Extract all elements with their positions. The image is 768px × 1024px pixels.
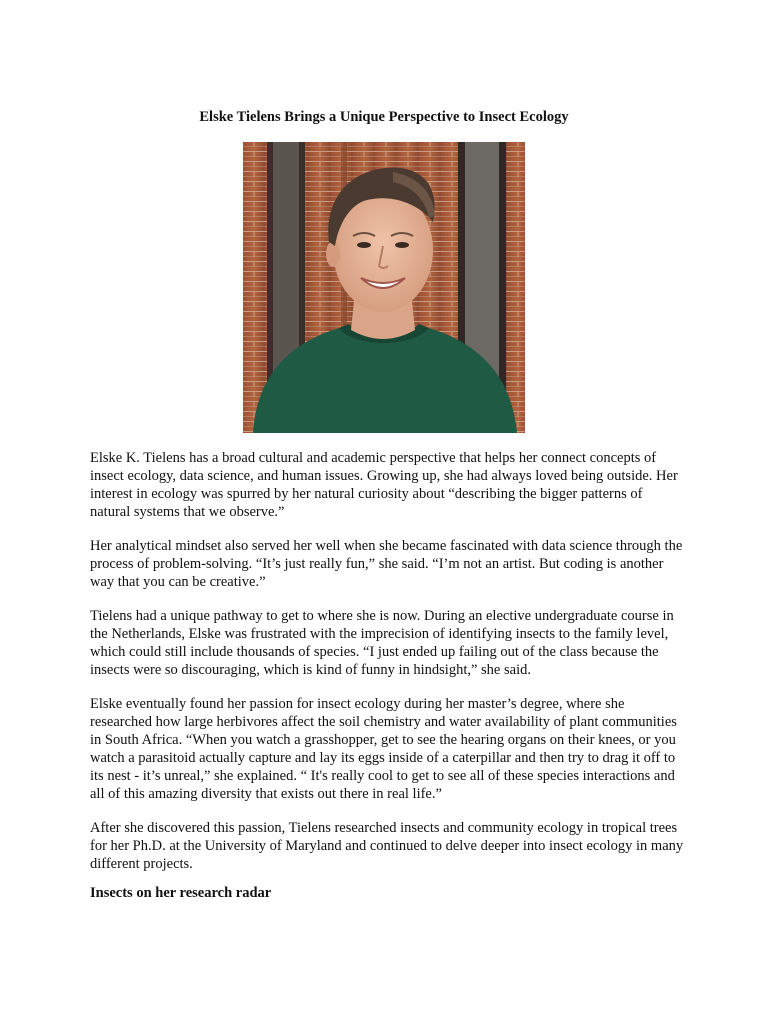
paragraph-phd: After she discovered this passion, Tielens researched insects and community ecology in tropical trees for her Ph.D. at the University of Maryland and continued to delve deeper into insect ecology in many different projects. bbox=[90, 820, 684, 872]
section-subheading: Insects on her research radar bbox=[90, 885, 272, 901]
paragraph-intro: Elske K. Tielens has a broad cultural and academic perspective that helps her connect concepts of insect ecology, data science, and human issues. Growing up, she had always loved being outside. Her interest in ecology was spurred by her natural curiosity about “describing the bigger patterns of natural systems that we observe.” bbox=[90, 450, 678, 520]
paragraph-data-science: Her analytical mindset also served her well when she became fascinated with data science through the process of problem-solving. “It’s just really fun,” she said. “I’m not an artist. But coding is another way that you can be creative.” bbox=[90, 538, 683, 590]
paragraph-pathway: Tielens had a unique pathway to get to where she is now. During an elective undergraduate course in the Netherlands, Elske was frustrated with the imprecision of identifying insects to the family level, which could still include thousands of species. “I just ended up failing out of the class because the insects were so discouraging, which is kind of funny in hindsight,” she said. bbox=[90, 608, 674, 678]
article-title: Elske Tielens Brings a Unique Perspective to Insect Ecology bbox=[199, 109, 569, 125]
portrait-photo bbox=[243, 142, 525, 433]
portrait-illustration bbox=[243, 142, 525, 433]
article-body bbox=[90, 449, 685, 889]
paragraph-masters: Elske eventually found her passion for insect ecology during her master’s degree, where she researched how large herbivores affect the soil chemistry and water availability of plant communities in South Africa. “When you watch a grasshopper, get to see the hearing organs on their knees, or you watch a parasitoid actually capture and lay its eggs inside of a caterpillar and then try to drag it off to its nest - it’s unreal,” she explained. “ It's really cool to get to see all of these species interactions and all of this amazing diversity that exists out there in real life.” bbox=[90, 696, 677, 802]
